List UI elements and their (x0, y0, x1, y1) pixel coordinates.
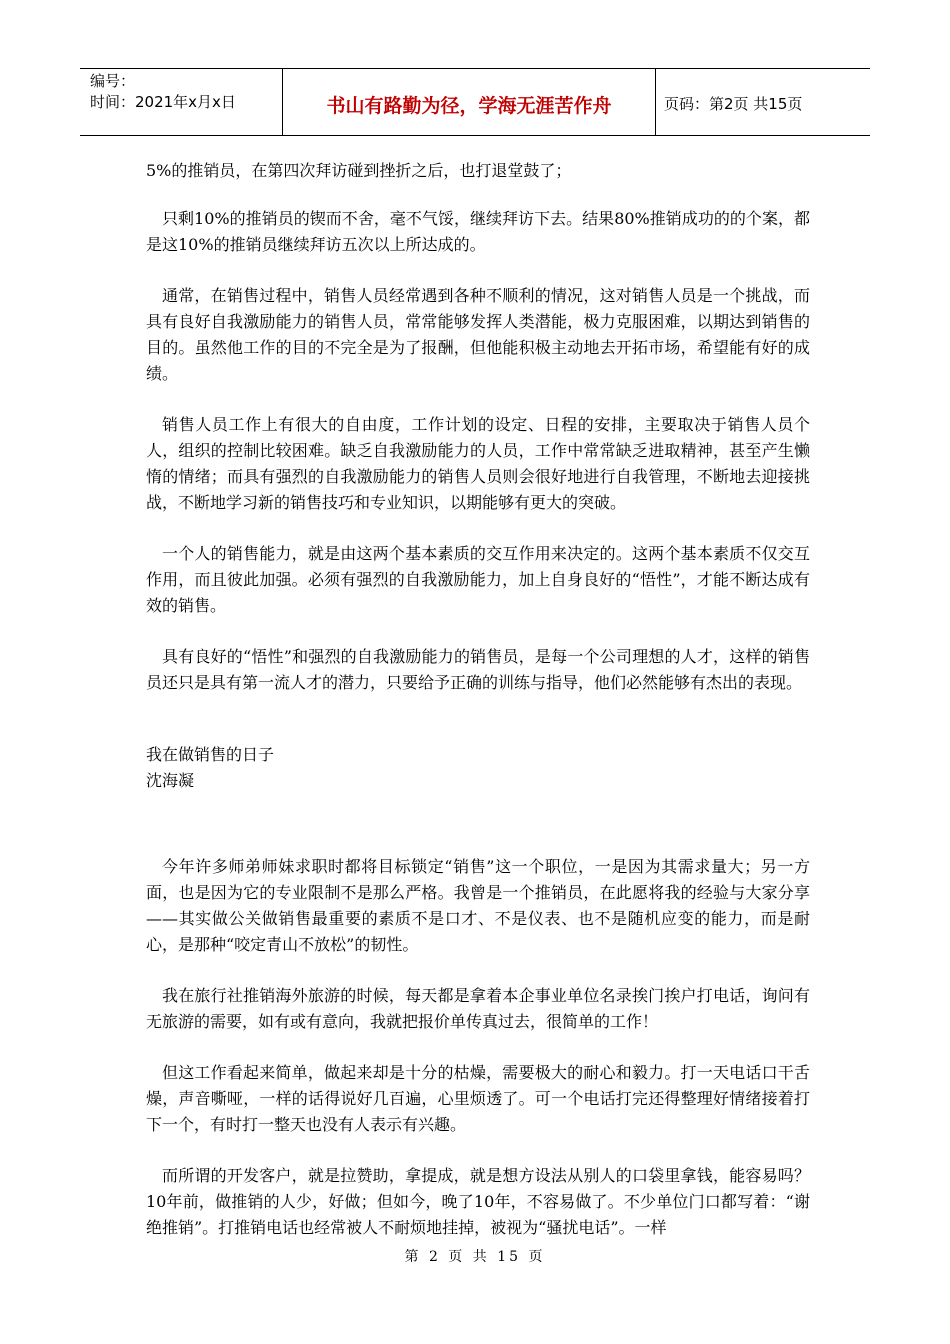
paragraph: 5%的推销员，在第四次拜访碰到挫折之后，也打退堂鼓了； (146, 161, 572, 180)
paragraph: 我在旅行社推销海外旅游的时候，每天都是拿着本企事业单位名录挨门挨户打电话，询问有无旅游的需要，如有或有意向，我就把报价单传真过去，很简单的工作！ (146, 986, 810, 1031)
header-motto: 书山有路勤为径，学海无涯苦作舟 (283, 69, 656, 135)
header-page-info: 页码：第2页 共15页 (664, 94, 803, 113)
document-body (146, 158, 810, 1266)
doc-date-label: 时间：2021年x月x日 (90, 93, 236, 111)
paragraph: 一个人的销售能力，就是由这两个基本素质的交互作用来决定的。这两个基本素质不仅交互作用，而且彼此加强。必须有强烈的自我激励能力，加上自身良好的“悟性”，才能不断达成有效的销售。 (146, 544, 810, 615)
paragraph: 但这工作看起来简单，做起来却是十分的枯燥，需要极大的耐心和毅力。打一天电话口干舌燥，声音嘶哑，一样的话得说好几百遍，心里烦透了。可一个电话打完还得整理好情绪接着打下一个，有时打一整天也没有人表示有兴趣。 (146, 1063, 810, 1134)
paragraph: 具有良好的“悟性”和强烈的自我激励能力的销售员，是每一个公司理想的人才，这样的销售员还只是具有第一流人才的潜力，只要给予正确的训练与指导，他们必然能够有杰出的表现。 (146, 647, 810, 692)
article-heading (146, 742, 810, 794)
paragraph: 今年许多师弟师妹求职时都将目标锁定“销售”这一个职位，一是因为其需求量大；另一方面，也是因为它的专业限制不是那么严格。我曾是一个推销员，在此愿将我的经验与大家分享——其实做公关做销售最重要的素质不是口才、不是仪表、也不是随机应变的能力，而是耐心，是那种“咬定青山不放松”的韧性。 (146, 857, 810, 954)
article-author: 沈海凝 (146, 771, 195, 790)
page-header (80, 68, 870, 136)
page-footer: 第 2 页 共 15 页 (404, 1249, 546, 1265)
doc-number-label: 编号： (90, 72, 136, 90)
header-meta (80, 69, 283, 135)
paragraph: 只剩10%的推销员的锲而不舍，毫不气馁，继续拜访下去。结果80%推销成功的的个案，都是这10%的推销员继续拜访五次以上所达成的。 (146, 209, 810, 254)
paragraph: 而所谓的开发客户，就是拉赞助，拿提成，就是想方设法从别人的口袋里拿钱，能容易吗？10年前，做推销的人少，好做；但如今，晚了10年，不容易做了。不少单位门口都写着：“谢绝推销”。打推销电话也经常被人不耐烦地挂掉，被视为“骚扰电话”。一样 (146, 1166, 810, 1237)
paragraph: 通常，在销售过程中，销售人员经常遇到各种不顺利的情况，这对销售人员是一个挑战，而具有良好自我激励能力的销售人员，常常能够发挥人类潜能，极力克服困难，以期达到销售的目的。虽然他工作的目的不完全是为了报酬，但他能积极主动地去开拓市场，希望能有好的成绩。 (146, 286, 810, 383)
article-title: 我在做销售的日子 (146, 745, 275, 764)
paragraph: 销售人员工作上有很大的自由度，工作计划的设定、日程的安排，主要取决于销售人员个人，组织的控制比较困难。缺乏自我激励能力的人员，工作中常常缺乏进取精神，甚至产生懒惰的情绪；而具有强烈的自我激励能力的销售人员则会很好地进行自我管理，不断地去迎接挑战，不断地学习新的销售技巧和专业知识，以期能够有更大的突破。 (146, 415, 810, 512)
